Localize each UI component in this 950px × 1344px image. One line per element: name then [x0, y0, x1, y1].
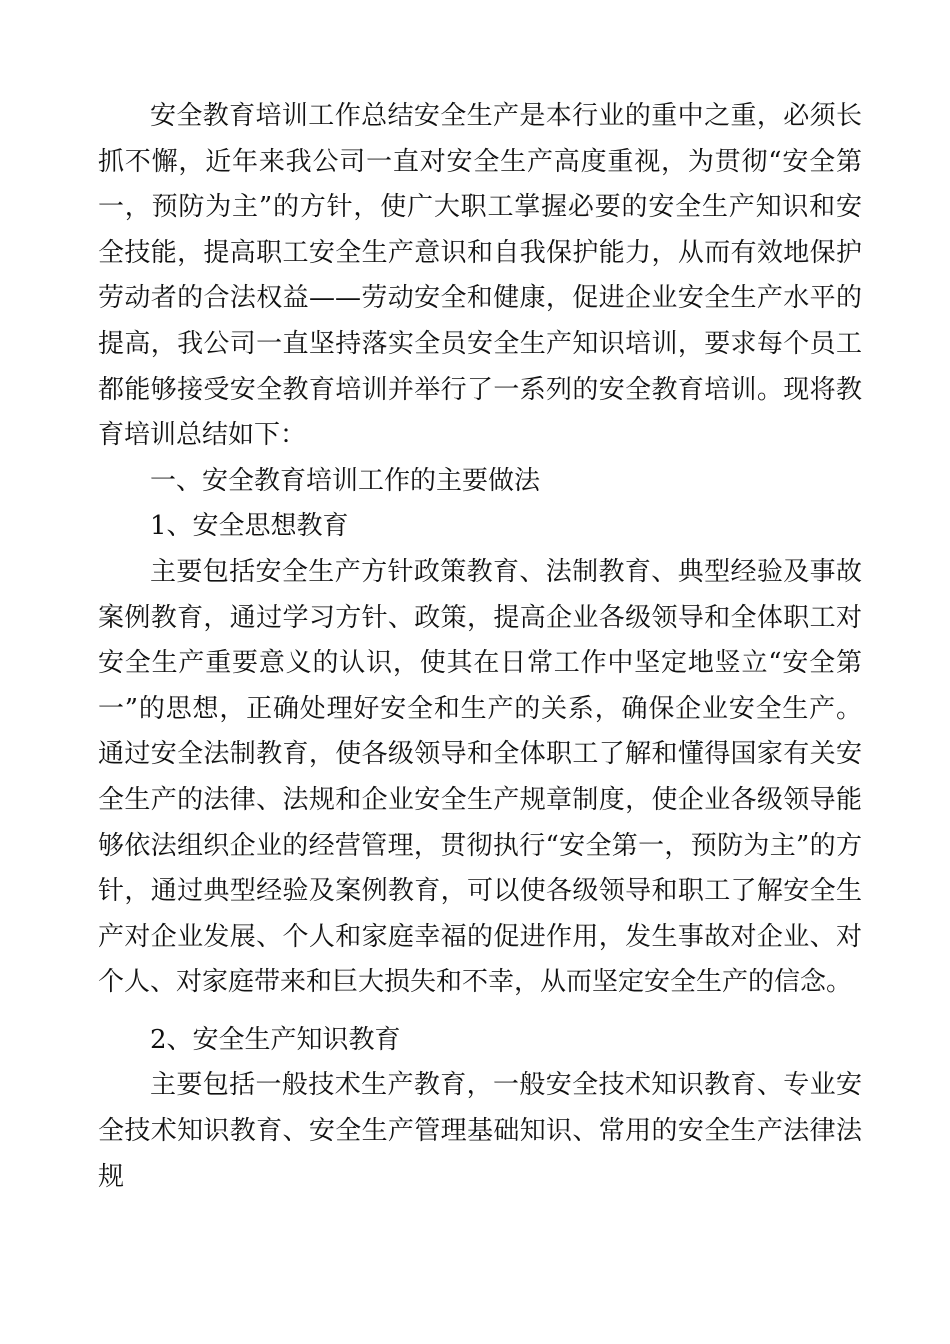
intro-paragraph: 安全教育培训工作总结安全生产是本行业的重中之重，必须长抓不懈，近年来我公司一直对安全生产高度重视，为贯彻“安全第一，预防为主”的方针，使广大职工掌握必要的安全生产知识和安全技能，提高职工安全生产意识和自我保护能力，从而有效地保护劳动者的合法权益——劳动安全和健康，促进企业安全生产水平的提高，我公司一直坚持落实全员安全生产知识培训，要求每个员工都能够接受安全教育培训并举行了一系列的安全教育培训。现将教育培训总结如下： — [98, 101, 862, 451]
section-heading-main-practices: 一、安全教育培训工作的主要做法 — [150, 465, 541, 496]
subsection-heading-safety-knowledge: 2、安全生产知识教育 — [150, 1024, 401, 1055]
document-body — [98, 94, 862, 1200]
safety-knowledge-paragraph: 主要包括一般技术生产教育，一般安全技术知识教育、专业安全技术知识教育、安全生产管理基础知识、常用的安全生产法律法规 — [98, 1070, 862, 1192]
subsection-heading-safety-thought: 1、安全思想教育 — [150, 511, 349, 542]
safety-thought-paragraph: 主要包括安全生产方针政策教育、法制教育、典型经验及事故案例教育，通过学习方针、政策，提高企业各级领导和全体职工对安全生产重要意义的认识，使其在日常工作中坚定地竖立“安全第一”的思想，正确处理好安全和生产的关系，确保企业安全生产。通过安全法制教育，使各级领导和全体职工了解和懂得国家有关安全生产的法律、法规和企业安全生产规章制度，使企业各级领导能够依法组织企业的经营管理，贯彻执行“安全第一，预防为主”的方针，通过典型经验及案例教育，可以使各级领导和职工了解安全生产对企业发展、个人和家庭幸福的促进作用，发生事故对企业、对个人、对家庭带来和巨大损失和不幸，从而坚定安全生产的信念。 — [98, 556, 862, 998]
